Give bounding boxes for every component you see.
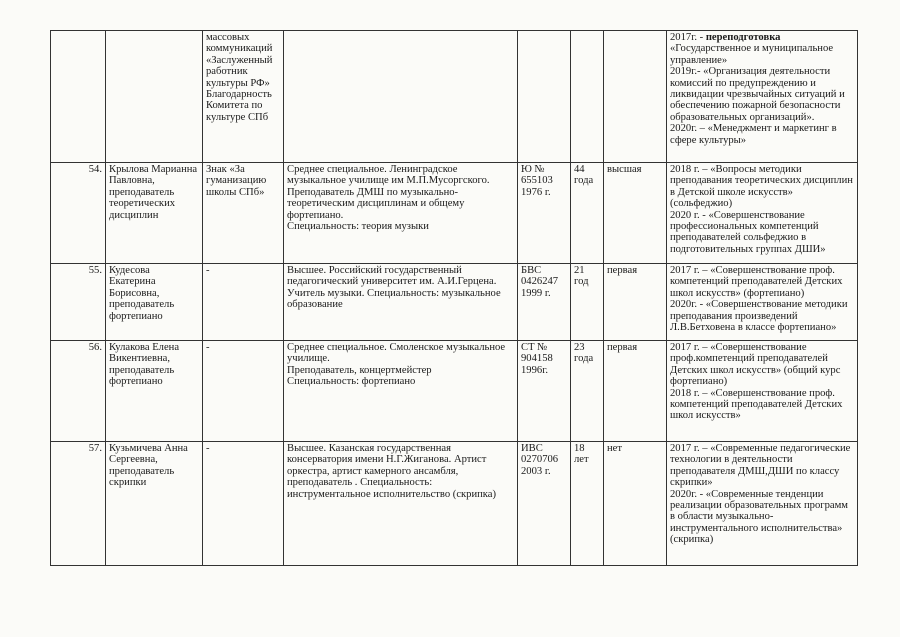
row-number: 54. [51,163,106,264]
experience-cell [571,31,604,163]
training-cell [667,31,858,163]
teacher-name: Крылова Марианна Павловна, преподаватель теоретических дисциплин [106,163,203,264]
table-row [51,163,858,264]
training-text: «Государственное и муниципальное управление» 2019г.- «Организация деятельности комиссий по предупреждению и ликвидации чрезвычайных ситуаций и обеспечению пожарной безопасности образовательных организаций». 2020г. – «Менеджмент и маркетинг в сфере культуры» [670,43,845,146]
category-cell: первая [604,341,667,442]
diploma-cell: БВС 0426247 1999 г. [518,264,571,341]
experience-cell: 18 лет [571,442,604,566]
category-cell: высшая [604,163,667,264]
table-row [51,442,858,566]
diploma-cell: СТ № 904158 1996г. [518,341,571,442]
teacher-name: Кудесова Екатерина Борисовна, преподаватель фортепиано [106,264,203,341]
training-lead: 2017г. - [670,32,706,43]
education-cell: Высшее. Российский государственный педагогический университет им. А.И.Герцена. Учитель музыки. Специальность: музыкальное образование [284,264,518,341]
diploma-cell: Ю № 655103 1976 г. [518,163,571,264]
awards-cell: - [203,442,284,566]
experience-cell: 23 года [571,341,604,442]
staff-table [50,30,858,566]
education-cell: Высшее. Казанская государственная консерватория имени Н.Г.Жиганова. Артист оркестра, артист камерного ансамбля, преподаватель . Специальность: инструментальное исполнительство (скрипка) [284,442,518,566]
row-number [51,31,106,163]
training-cell: 2017 г. – «Совершенствование проф.компетенций преподавателей Детских школ искусств» (общий курс фортепиано) 2018 г. – «Совершенствование проф. компетенций преподавателей Детских школ искусств» [667,341,858,442]
training-cell: 2017 г. – «Современные педагогические технологии в деятельности преподавателя ДМШ,ДШИ по классу скрипки» 2020г. - «Современные тенденции реализации образовательных программ в области музыкально-инструментального исполнительства» (скрипка) [667,442,858,566]
experience-cell: 44 года [571,163,604,264]
education-cell: Среднее специальное. Смоленское музыкальное училище. Преподаватель, концертмейстер Специальность: фортепиано [284,341,518,442]
category-cell [604,31,667,163]
teacher-name [106,31,203,163]
awards-cell: - [203,341,284,442]
education-cell: Среднее специальное. Ленинградское музыкальное училище им М.П.Мусоргского. Преподаватель ДМШ по музыкально-теоретическим дисциплинам и общему фортепиано. Специальность: теория музыки [284,163,518,264]
awards-cell: - [203,264,284,341]
education-cell [284,31,518,163]
teacher-name: Кузьмичева Анна Сергеевна, преподаватель скрипки [106,442,203,566]
row-number: 55. [51,264,106,341]
experience-cell: 21 год [571,264,604,341]
awards-cell: массовых коммуникаций «Заслуженный работник культуры РФ» Благодарность Комитета по культуре СПб [203,31,284,163]
training-cell: 2018 г. – «Вопросы методики преподавания теоретических дисциплин в Детской школе искусств» (сольфеджио) 2020 г. - «Совершенствование профессиональных компетенций преподавателей сольфеджио в подготовительных группах ДШИ» [667,163,858,264]
table-row [51,264,858,341]
category-cell: первая [604,264,667,341]
table-row [51,341,858,442]
teacher-name: Кулакова Елена Викентиевна, преподаватель фортепиано [106,341,203,442]
training-cell: 2017 г. – «Совершенствование проф. компетенций преподавателей Детских школ искусств» (фортепиано) 2020г. - «Совершенствование методики преподавания произведений Л.В.Бетховена в классе фортепиано» [667,264,858,341]
training-bold: переподготовка [705,32,781,43]
table-row [51,31,858,163]
category-cell: нет [604,442,667,566]
row-number: 56. [51,341,106,442]
diploma-cell: ИВС 0270706 2003 г. [518,442,571,566]
row-number: 57. [51,442,106,566]
awards-cell: Знак «За гуманизацию школы СПб» [203,163,284,264]
diploma-cell [518,31,571,163]
